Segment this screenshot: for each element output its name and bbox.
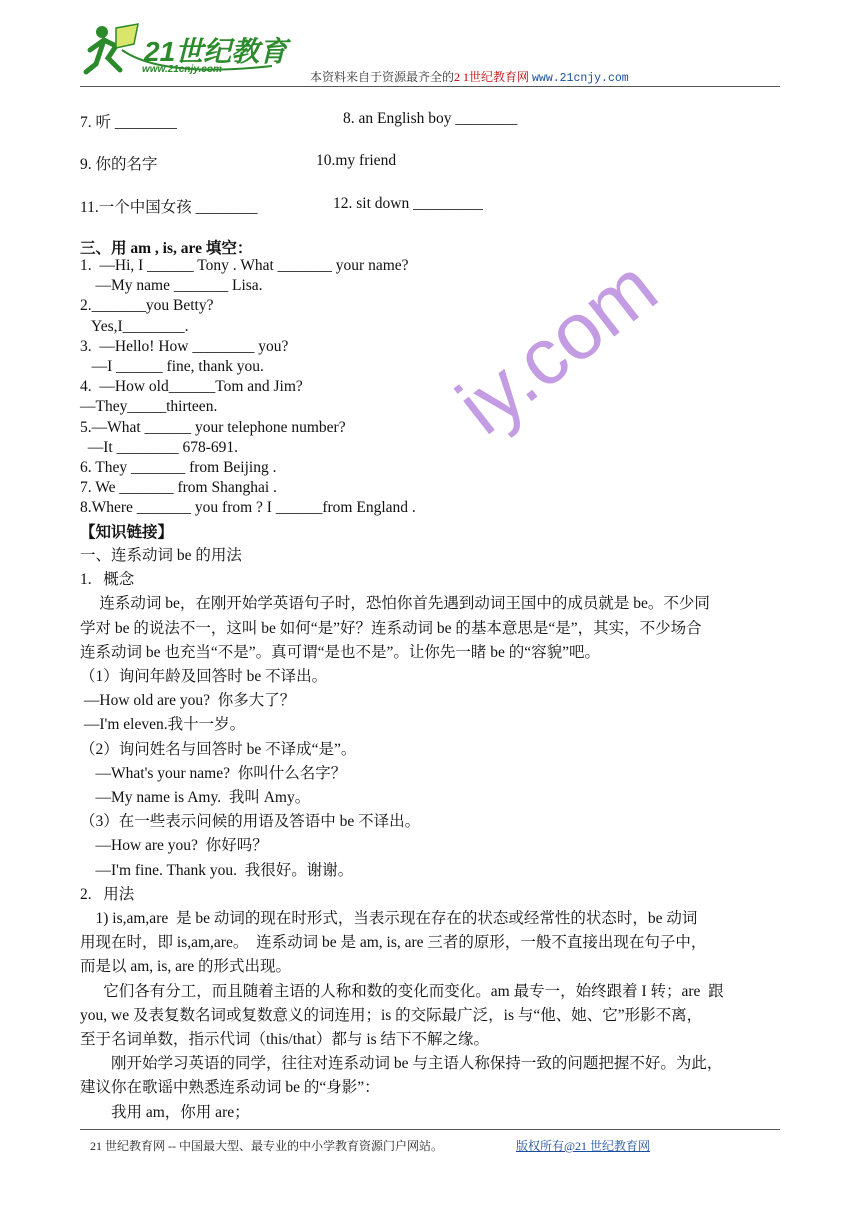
fill-line: —I ______ fine, thank you. xyxy=(80,358,264,375)
vocab-item-8: 8. an English boy ________ xyxy=(343,110,518,127)
logo-url: www.21cnjy.com xyxy=(142,64,222,75)
fill-line: 3. —Hello! How ________ you? xyxy=(80,337,289,355)
body-line: 至于名词单数，指示代词（this/that）都与 is 结下不解之缘。 xyxy=(80,1031,490,1048)
vocab-item-12: 12. sit down _________ xyxy=(333,195,483,212)
fill-line: —They_____thirteen. xyxy=(80,398,218,416)
fill-line: 4. —How old______Tom and Jim? xyxy=(80,378,303,396)
header-note-prefix: 本资料来自于资源最齐全的 xyxy=(310,70,455,84)
fill-line: 5.—What ______ your telephone number? xyxy=(80,418,346,436)
fill-line: 1. —Hi, I ______ Tony . What _______ your name? xyxy=(80,257,409,274)
body-line: 1) is,am,are 是 be 动词的现在时形式，当表示现在存在的状态或经常性的状态时，be 动词 xyxy=(80,910,698,927)
body-line: 它们各有分工，而且随着主语的人称和数的变化而变化。am 最专一，始终跟着 I 转；are 跟 xyxy=(80,982,724,1000)
fill-line: 7. We _______ from Shanghai . xyxy=(80,479,277,497)
body-line: 连系动词 be 也充当“不是”。真可谓“是也不是”。让你先一睹 be 的“容貌”吧。 xyxy=(80,643,601,661)
body-line: 而是以 am, is, are 的形式出现。 xyxy=(80,958,291,976)
vocab-item-10: 10.my friend xyxy=(316,152,397,169)
body-line: （1）询问年龄及回答时 be 不译出。 xyxy=(80,668,328,685)
body-line: 连系动词 be，在刚开始学英语句子时，恐怕你首先遇到动词王国中的成员就是 be。不少同 xyxy=(80,595,710,613)
header-site-link[interactable]: www.21cnjy.com xyxy=(532,72,629,85)
body-line: you, we 及表复数名词或复数意义的词连用；is 的交际最广泛，is 与“他、她、它”形影不离， xyxy=(80,1006,703,1024)
body-line: 一、连系动词 be 的用法 xyxy=(80,547,242,564)
body-line: 学对 be 的说法不一，这叫 be 如何“是”好？连系动词 be 的基本意思是“是”，其实，不少场合 xyxy=(80,619,702,637)
vocab-item-7: 7. 听 ________ xyxy=(80,114,177,131)
body-line: —My name is Amy. 我叫 Amy。 xyxy=(80,789,311,806)
vocab-item-9: 9. 你的名字 xyxy=(80,156,158,173)
fill-line: 2._______you Betty? xyxy=(80,297,214,315)
body-line: —What's your name? 你叫什么名字？ xyxy=(80,764,347,782)
body-line: 用现在时，即 is,am,are。 连系动词 be 是 am, is, are 三者的原形，一般不直接出现在句子中， xyxy=(80,934,707,952)
fill-line: 6. They _______ from Beijing . xyxy=(80,459,277,476)
body-line: 2. 用法 xyxy=(80,885,135,903)
logo-text: 21世纪教育 xyxy=(144,36,288,67)
vocab-item-11: 11.一个中国女孩 ________ xyxy=(80,199,258,216)
body-line: 我用 am，你用 are； xyxy=(80,1103,250,1121)
footer-rule xyxy=(80,1129,780,1130)
knowledge-link-title: 【知识链接】 xyxy=(80,524,174,541)
body-line: —I'm fine. Thank you. 我很好。谢谢。 xyxy=(80,861,354,879)
body-line: —I'm eleven.我十一岁。 xyxy=(80,716,246,734)
watermark: iy.com xyxy=(440,242,673,451)
body-line: —How are you? 你好吗？ xyxy=(80,837,268,855)
body-line: （3）在一些表示问候的用语及答语中 be 不译出。 xyxy=(80,813,421,831)
footer-text: 21 世纪教育网 -- 中国最大型、最专业的中小学教育资源门户网站。 xyxy=(90,1139,443,1153)
body-line: —How old are you? 你多大了？ xyxy=(80,692,296,710)
section-three-title: 三、用 am , is, are 填空： xyxy=(80,240,253,257)
fill-line: 8.Where _______ you from ? I ______from England . xyxy=(80,499,416,517)
body-line: 刚开始学习英语的同学，往往对连系动词 be 与主语人称保持一致的问题把握不好。为此， xyxy=(80,1055,723,1073)
fill-line: Yes,I________. xyxy=(80,317,189,335)
footer-copyright-link[interactable]: 版权所有@21 世纪教育网 xyxy=(516,1139,651,1153)
body-line: 1. 概念 xyxy=(80,571,135,589)
header-note-brand: 2 1世纪教育网 xyxy=(454,70,530,84)
body-line: （2）询问姓名与回答时 be 不译成“是”。 xyxy=(80,740,357,758)
fill-line: —My name _______ Lisa. xyxy=(80,277,263,295)
fill-line: —It ________ 678-691. xyxy=(80,438,239,456)
body-line: 建议你在歌谣中熟悉连系动词 be 的“身影”： xyxy=(80,1079,380,1097)
header-note xyxy=(310,68,629,85)
header-rule xyxy=(80,86,780,87)
site-logo xyxy=(82,20,288,82)
